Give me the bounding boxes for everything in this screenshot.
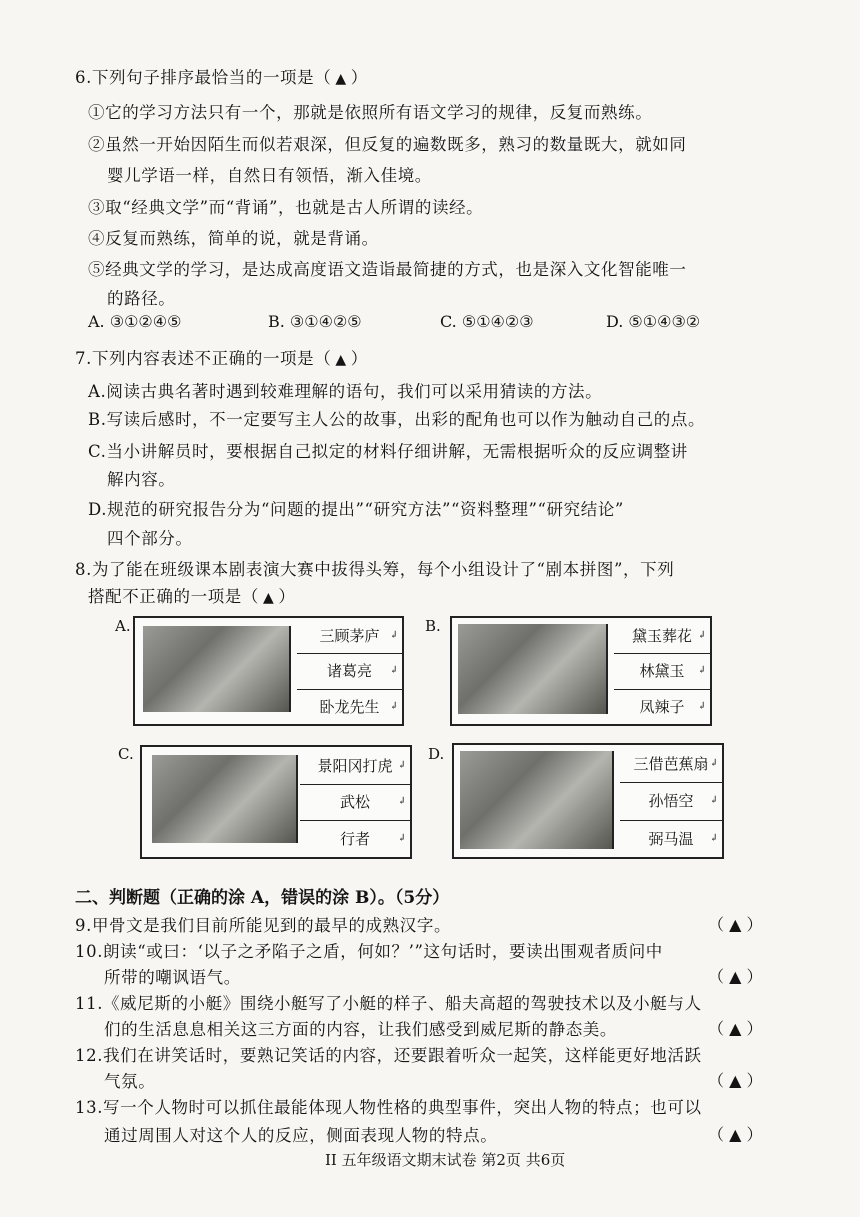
section-2-title: 二、判断题（正确的涂 A，错误的涂 B）。（5分） <box>75 888 450 908</box>
answer-triangle: ▲ <box>335 352 347 368</box>
q6-sentence-1: ①它的学习方法只有一个，那就是依照所有语文学习的规律，反复而熟练。 <box>88 103 653 122</box>
card-a-illustration <box>143 626 291 712</box>
answer-triangle: ▲ <box>335 71 347 87</box>
q6-stem: 6.下列句子排序最恰当的一项是（ ▲ ） <box>75 68 368 87</box>
q6-sentence-2a: ②虽然一开始因陌生而似若艰深，但反复的遍数既多，熟习的数量既大，就如同 <box>88 135 687 154</box>
q12-text-line1: 12.我们在讲笑话时，要熟记笑话的内容，还要跟着听众一起笑，这样能更好地活跃 <box>75 1046 702 1065</box>
card-d-item-1: 三借芭蕉扇 ↲ <box>620 745 722 783</box>
q6-option-d: D. ⑤①④③② <box>606 312 701 331</box>
card-b <box>450 616 712 726</box>
q6-option-c: C. ⑤①④②③ <box>440 312 534 331</box>
card-c-item-3: 行者 ↲ <box>339 830 406 849</box>
card-b-illustration <box>458 624 608 714</box>
q8-stem-line1: 8.为了能在班级课本剧表演大赛中拔得头筹，每个小组设计了“剧本拼图”，下列 <box>75 560 675 579</box>
q6-sentence-2b: 婴儿学语一样，自然日有领悟，渐入佳境。 <box>107 166 432 185</box>
card-c-item-1: 景阳冈打虎 ↲ <box>300 747 410 785</box>
q6-option-b: B. ③①④②⑤ <box>268 312 362 331</box>
q7-option-a: A.阅读古典名著时遇到较难理解的语句，我们可以采用猜读的方法。 <box>88 382 603 401</box>
q7-option-c-line1: C.当小讲解员时，要根据自己拟定的材料仔细讲解，无需根据听众的反应调整讲 <box>88 442 688 461</box>
q7-option-b: B.写读后感时，不一定要写主人公的故事，出彩的配角也可以作为触动自己的点。 <box>88 410 706 429</box>
q11-text-line2: 们的生活息息相关这三方面的内容，让我们感受到威尼斯的静态美。 <box>104 1020 617 1039</box>
card-c-labels <box>300 747 410 857</box>
q6-sentence-4: ④反复而熟练，简单的说，就是背诵。 <box>88 229 379 248</box>
card-d-item-2: 孙悟空 ↲ <box>620 782 722 820</box>
card-a <box>133 616 404 726</box>
q6-option-a: A. ③①②④⑤ <box>88 312 182 331</box>
card-b-item-3: 凤辣子 ↲ <box>639 697 706 716</box>
card-d <box>452 743 724 859</box>
card-b-letter: B. <box>425 617 441 635</box>
q10-answer-blank: （ ▲ ） <box>708 967 763 986</box>
q13-text-line1: 13.写一个人物时可以抓住最能体现人物性格的典型事件，突出人物的特点；也可以 <box>75 1098 702 1117</box>
q7-option-d-line1: D.规范的研究报告分为“问题的提出”“研究方法”“资料整理”“研究结论” <box>88 500 624 519</box>
q11-answer-blank: （ ▲ ） <box>708 1019 763 1038</box>
q6-sentence-5b: 的路径。 <box>107 289 176 308</box>
q10-text-line1: 10.朗读“或曰：‘以子之矛陷子之盾，何如？’”这句话时，要读出围观者质问中 <box>75 942 663 961</box>
card-a-letter: A. <box>115 617 131 635</box>
card-c-letter: C. <box>118 745 134 763</box>
q13-text-line2: 通过周围人对这个人的反应，侧面表现人物的特点。 <box>104 1126 498 1145</box>
card-b-item-1: 黛玉葬花 ↲ <box>614 618 710 654</box>
q7-option-c-line2: 解内容。 <box>107 470 176 489</box>
q12-text-line2: 气氛。 <box>104 1072 156 1091</box>
card-a-item-1: 三顾茅庐 ↲ <box>297 618 402 654</box>
card-b-item-2: 林黛玉 ↲ <box>614 653 710 689</box>
card-c-item-2: 武松 ↲ <box>300 784 410 822</box>
card-a-item-3: 卧龙先生 ↲ <box>319 697 398 716</box>
card-d-item-3: 弼马温 ↲ <box>648 829 718 848</box>
answer-triangle: ▲ <box>263 590 275 606</box>
q7-stem: 7.下列内容表述不正确的一项是（ ▲ ） <box>75 349 368 368</box>
q10-text-line2: 所带的嘲讽语气。 <box>104 968 241 987</box>
q7-option-d-line2: 四个部分。 <box>107 529 193 548</box>
card-a-labels <box>297 618 402 724</box>
q9-text: 9.甲骨文是我们目前所能见到的最早的成熟汉字。 <box>75 916 452 935</box>
q6-sentence-3: ③取“经典文学”而“背诵”，也就是古人所谓的读经。 <box>88 198 484 217</box>
q11-text-line1: 11.《威尼斯的小艇》围绕小艇写了小艇的样子、船夫高超的驾驶技术以及小艇与人 <box>75 994 702 1013</box>
card-d-letter: D. <box>428 745 445 763</box>
card-c <box>140 745 412 859</box>
q8-stem-line2: 搭配不正确的一项是（ ▲ ） <box>88 587 296 606</box>
card-a-item-2: 诸葛亮 ↲ <box>297 653 402 689</box>
q9-answer-blank: （ ▲ ） <box>708 915 763 934</box>
card-d-labels <box>620 745 722 857</box>
q12-answer-blank: （ ▲ ） <box>708 1071 763 1090</box>
q13-answer-blank: （ ▲ ） <box>708 1125 763 1144</box>
page-footer: II 五年级语文期末试卷 第2页 共6页 <box>325 1151 566 1169</box>
card-b-labels <box>614 618 710 724</box>
q6-sentence-5a: ⑤经典文学的学习，是达成高度语文造诣最简捷的方式，也是深入文化智能唯一 <box>88 260 687 279</box>
card-c-illustration <box>152 755 298 843</box>
card-d-illustration <box>460 751 614 849</box>
